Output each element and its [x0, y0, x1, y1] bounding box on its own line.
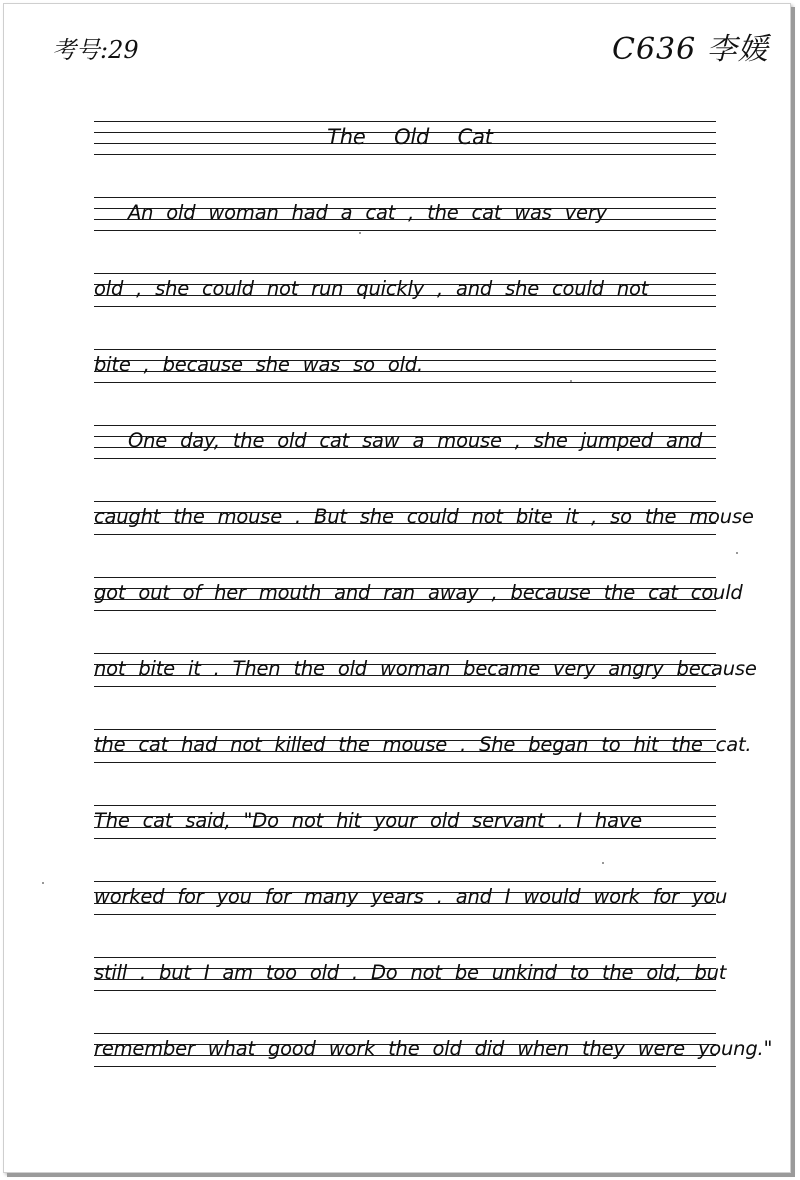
essay-line — [94, 646, 757, 722]
essay-line-text: An old woman had a cat , the cat was very — [128, 201, 608, 224]
answer-sheet — [3, 3, 791, 1173]
essay-title: The Old Cat — [327, 125, 493, 149]
essay-line — [94, 190, 716, 266]
essay-line-text: got out of her mouth and ran away , because the cat could — [94, 581, 743, 604]
essay-line-text: old , she could not run quickly , and she could not — [94, 277, 649, 300]
essay-line-text: One day, the old cat saw a mouse , she jumped and — [128, 429, 703, 452]
essay-line-text: still . but I am too old . Do not be unkind to the old, but — [94, 961, 727, 984]
essay-line-text: bite , because she was so old. — [94, 353, 423, 376]
ink-speck — [736, 552, 738, 554]
essay-line-text: caught the mouse . But she could not bite it , so the mouse — [94, 505, 754, 528]
essay-line — [94, 570, 743, 646]
candidate-id: C636 李媛 — [612, 32, 769, 67]
essay-line-text: remember what good work the old did when they were young." — [94, 1037, 773, 1060]
essay-line — [94, 342, 716, 418]
essay-line — [94, 1026, 773, 1102]
essay-line — [94, 418, 716, 494]
essay-line-text: the cat had not killed the mouse . She began to hit the cat. — [94, 733, 752, 756]
ink-speck — [42, 882, 44, 884]
essay-line-text: not bite it . Then the old woman became very angry because — [94, 657, 757, 680]
essay-line — [94, 266, 716, 342]
ruled-writing-area — [94, 114, 773, 1102]
essay-line-text: The cat said, "Do not hit your old servant . I have — [94, 809, 642, 832]
essay-line — [94, 798, 716, 874]
essay-line — [94, 874, 728, 950]
title-row — [94, 114, 716, 190]
essay-line — [94, 722, 752, 798]
essay-line — [94, 494, 754, 570]
exam-number: 考号:29 — [52, 36, 139, 64]
essay-line — [94, 950, 727, 1026]
essay-line-text: worked for you for many years . and I would work for you — [94, 885, 728, 908]
